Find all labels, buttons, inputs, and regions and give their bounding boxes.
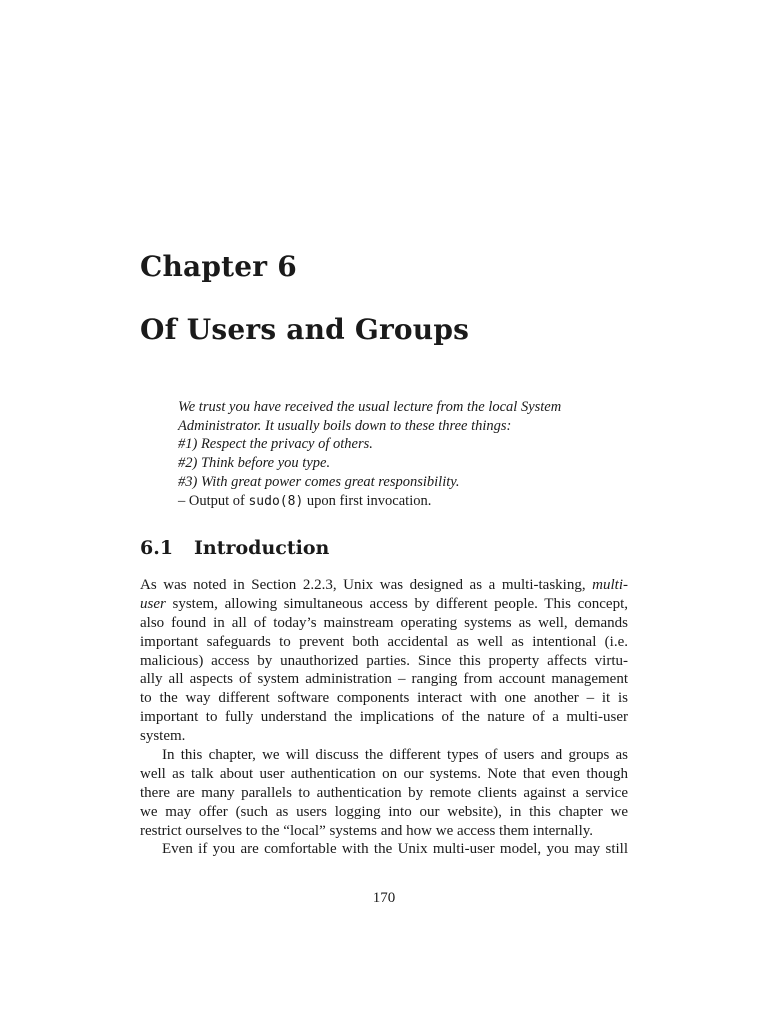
text-line [140, 576, 628, 595]
text-line: ally all aspects of system administration – ranging from account management [140, 671, 628, 688]
epigraph-line: #3) With great power comes great responsibility. [178, 473, 460, 490]
epigraph-attribution [178, 492, 628, 512]
text-run: system, allowing simultaneous access by different people. This concept, [165, 595, 628, 612]
epigraph-line: We trust you have received the usual lecture from the local System [178, 399, 562, 415]
attribution-prefix: – Output of [178, 492, 249, 509]
emphasis-text: multi- [592, 577, 628, 593]
text-line: also found in all of today’s mainstream operating systems as well, demands [140, 614, 628, 631]
emphasis-text: user [140, 595, 166, 612]
text-line: important safeguards to prevent both accidental as well as intentional (i.e. [140, 633, 628, 650]
epigraph [178, 398, 628, 511]
text-line: well as talk about user authentication on our systems. Note that even though [140, 765, 628, 782]
chapter-title: Of Users and Groups [140, 313, 470, 346]
text-line [140, 595, 628, 614]
text-run: As was noted in Section 2.2.3, Unix was designed as a multi-tasking, [140, 577, 593, 593]
text-line: important to fully understand the implications of the nature of a multi-user [140, 709, 628, 726]
text-line: Even if you are comfortable with the Unix multi-user model, you may still [162, 841, 628, 858]
attribution-suffix: upon first invocation. [303, 492, 432, 509]
text-line: system. [140, 728, 186, 745]
section-number: 6.1 [140, 537, 174, 559]
text-line: In this chapter, we will discuss the different types of users and groups as [162, 747, 628, 764]
body-text [140, 576, 628, 859]
attribution-command: sudo(8) [248, 493, 304, 509]
text-line: to the way different software components interact with one another – it is [140, 690, 628, 707]
page-number: 170 [372, 890, 396, 906]
epigraph-line: #1) Respect the privacy of others. [178, 436, 373, 453]
section-heading [140, 537, 329, 559]
epigraph-line: Administrator. It usually boils down to these three things: [178, 417, 512, 434]
chapter-label: Chapter 6 [140, 250, 297, 283]
text-line: malicious) access by unauthorized parties. Since this property affects virtu- [140, 652, 628, 669]
section-title: Introduction [194, 537, 330, 559]
epigraph-line: #2) Think before you type. [178, 455, 331, 472]
text-line: restrict ourselves to the “local” systems and how we access them internally. [140, 822, 594, 839]
text-line: we may offer (such as users logging into our website), in this chapter we [140, 803, 628, 820]
text-line: there are many parallels to authentication by remote clients against a service [140, 784, 628, 801]
